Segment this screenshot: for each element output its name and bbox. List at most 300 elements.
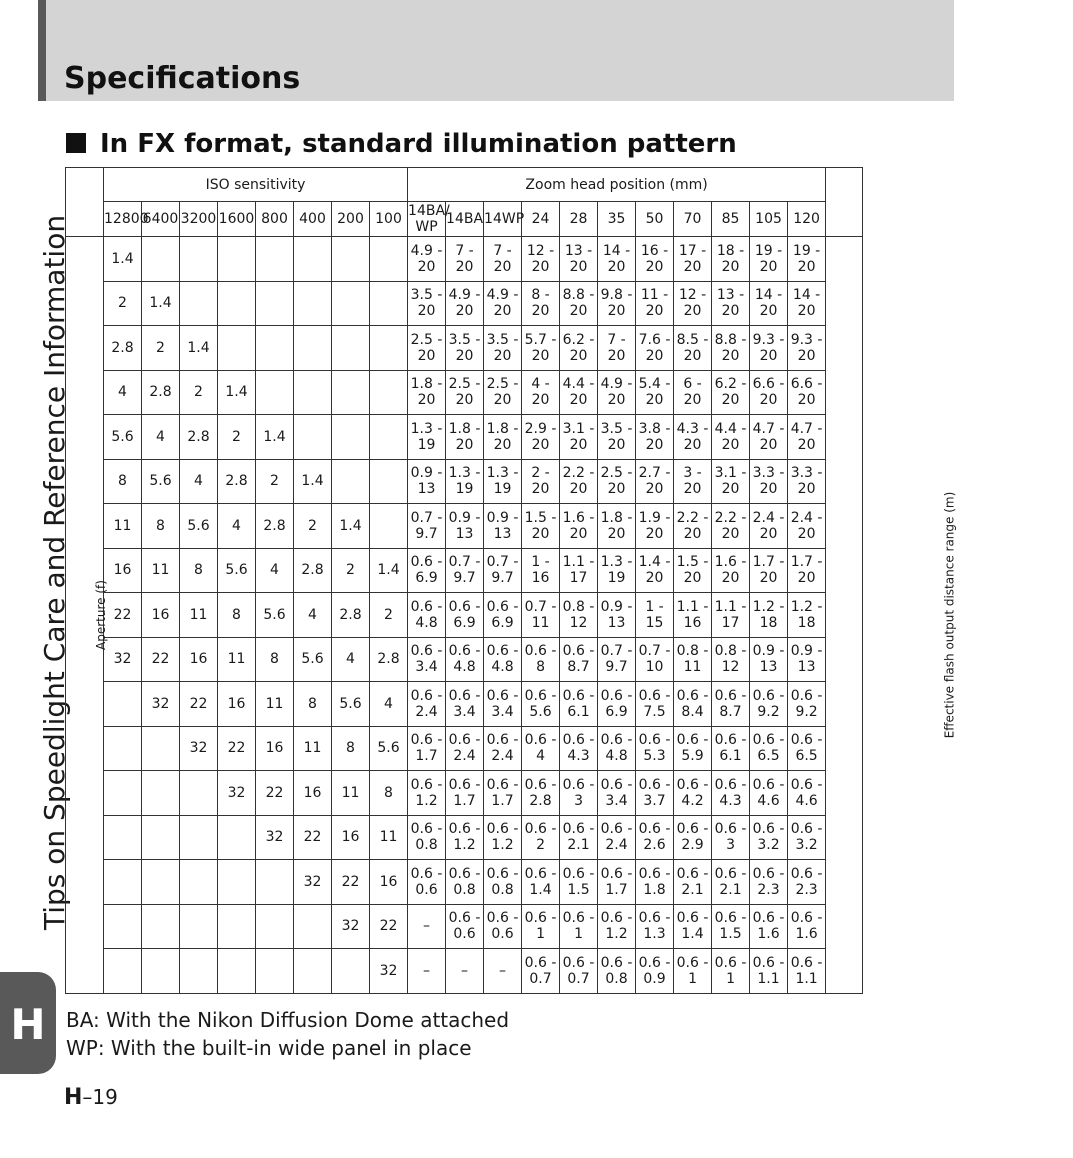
range-value-cell bbox=[674, 637, 712, 682]
range-value-line: 0.6 - bbox=[486, 687, 519, 704]
range-value-line: 1.2 - bbox=[752, 598, 785, 615]
range-value-line: 20 bbox=[797, 303, 816, 320]
range-value-line: 0.6 - bbox=[562, 954, 595, 971]
range-value-line: 1 - bbox=[645, 598, 664, 615]
range-value-line: 1.7 bbox=[491, 792, 514, 809]
range-value-line: 17 bbox=[569, 570, 588, 587]
iso-value-cell bbox=[256, 326, 294, 371]
range-value-line: 9.3 - bbox=[752, 331, 785, 348]
range-value-cell bbox=[484, 726, 522, 771]
iso-value-cell bbox=[218, 949, 256, 994]
iso-value-cell: 1.4 bbox=[294, 459, 332, 504]
range-value-line: 2.5 - bbox=[410, 331, 443, 348]
range-value-line: 5.7 - bbox=[524, 331, 557, 348]
range-value-cell bbox=[446, 682, 484, 727]
iso-value-cell bbox=[218, 281, 256, 326]
iso-value-cell bbox=[180, 860, 218, 905]
range-value-line: – bbox=[423, 918, 431, 935]
range-value-line: 15 bbox=[645, 614, 664, 631]
iso-value-cell bbox=[256, 281, 294, 326]
range-value-cell bbox=[674, 771, 712, 816]
page-title: Specifications bbox=[64, 61, 301, 96]
range-value-line: 20 bbox=[759, 525, 778, 542]
iso-value-cell: 8 bbox=[142, 504, 180, 549]
range-value-line: 20 bbox=[721, 258, 740, 275]
range-value-cell bbox=[788, 637, 826, 682]
range-value-line: 0.8 - bbox=[714, 643, 747, 660]
page-number-value: –19 bbox=[82, 1085, 118, 1109]
range-value-line: 1.7 bbox=[415, 748, 438, 765]
range-value-line: 2.5 - bbox=[486, 376, 519, 393]
range-value-line: 0.6 - bbox=[600, 732, 633, 749]
range-value-line: 0.6 - bbox=[752, 954, 785, 971]
range-value-cell bbox=[636, 815, 674, 860]
range-value-line: 20 bbox=[759, 303, 778, 320]
range-value-cell bbox=[598, 726, 636, 771]
range-value-cell bbox=[408, 504, 446, 549]
iso-value-cell bbox=[142, 771, 180, 816]
range-value-line: 0.6 - bbox=[562, 732, 595, 749]
range-value-line: 20 bbox=[759, 481, 778, 498]
range-value-cell bbox=[598, 860, 636, 905]
table-row bbox=[66, 548, 863, 593]
range-value-line: 9.3 - bbox=[790, 331, 823, 348]
range-value-line: 1.7 bbox=[605, 881, 628, 898]
range-value-line: 6.9 bbox=[453, 614, 476, 631]
iso-value-cell bbox=[142, 860, 180, 905]
iso-value-cell bbox=[104, 682, 142, 727]
iso-value-cell bbox=[370, 326, 408, 371]
iso-header-cell: 800 bbox=[256, 202, 294, 237]
iso-value-cell: 2.8 bbox=[142, 370, 180, 415]
range-value-line: 20 bbox=[607, 258, 626, 275]
range-value-line: 0.6 - bbox=[524, 821, 557, 838]
iso-value-cell: 5.6 bbox=[180, 504, 218, 549]
iso-value-cell bbox=[218, 237, 256, 282]
zoom-header-cell bbox=[446, 202, 484, 237]
range-value-line: 0.6 bbox=[415, 881, 438, 898]
range-value-cell bbox=[484, 860, 522, 905]
range-value-line: 0.9 bbox=[643, 970, 666, 987]
zoom-header-line: WP bbox=[415, 219, 438, 235]
range-value-cell bbox=[522, 726, 560, 771]
range-value-line: 3.5 - bbox=[410, 287, 443, 304]
iso-value-cell bbox=[370, 459, 408, 504]
range-value-line: 0.6 - bbox=[524, 687, 557, 704]
iso-value-cell bbox=[180, 771, 218, 816]
range-value-line: 2.4 bbox=[605, 837, 628, 854]
range-value-line: 20 bbox=[645, 392, 664, 409]
range-value-line: 3.2 bbox=[757, 837, 780, 854]
range-value-line: 1.3 - bbox=[410, 420, 443, 437]
iso-value-cell bbox=[332, 949, 370, 994]
range-value-cell bbox=[522, 548, 560, 593]
range-value-line: 2.1 bbox=[567, 837, 590, 854]
range-value-line: 0.6 - bbox=[600, 910, 633, 927]
table-row bbox=[66, 370, 863, 415]
range-value-line: 0.6 - bbox=[752, 687, 785, 704]
range-value-line: 7 - bbox=[493, 242, 512, 259]
range-value-line: 20 bbox=[759, 258, 778, 275]
range-value-line: 0.6 - bbox=[448, 865, 481, 882]
range-value-cell bbox=[484, 326, 522, 371]
flash-range-table bbox=[65, 167, 957, 994]
range-value-cell bbox=[712, 593, 750, 638]
iso-value-cell bbox=[256, 860, 294, 905]
range-value-cell bbox=[408, 771, 446, 816]
range-value-line: 4.3 bbox=[567, 748, 590, 765]
iso-value-cell bbox=[218, 904, 256, 949]
iso-value-cell: 32 bbox=[332, 904, 370, 949]
range-value-cell bbox=[522, 593, 560, 638]
iso-value-cell bbox=[332, 326, 370, 371]
range-value-line: 2.3 bbox=[795, 881, 818, 898]
range-value-line: 0.6 - bbox=[600, 776, 633, 793]
iso-value-cell: 4 bbox=[370, 682, 408, 727]
range-value-line: 2.6 bbox=[643, 837, 666, 854]
range-value-cell bbox=[408, 815, 446, 860]
side-chapter-title: Tips on Speedlight Care and Reference Information bbox=[38, 214, 71, 930]
range-value-line: 0.6 - bbox=[562, 687, 595, 704]
range-value-line: 2.4 bbox=[491, 748, 514, 765]
range-value-cell bbox=[750, 370, 788, 415]
range-value-line: 2.4 bbox=[453, 748, 476, 765]
range-value-line: 0.7 - bbox=[448, 554, 481, 571]
range-value-line: 4.4 - bbox=[562, 376, 595, 393]
range-value-line: 3 bbox=[574, 792, 583, 809]
range-value-line: 19 bbox=[607, 570, 626, 587]
iso-value-cell bbox=[294, 904, 332, 949]
range-value-line: 2.3 bbox=[757, 881, 780, 898]
range-value-cell bbox=[712, 415, 750, 460]
range-value-line: 1 - bbox=[531, 554, 550, 571]
iso-value-cell: 4 bbox=[256, 548, 294, 593]
range-value-line: 14 - bbox=[754, 287, 783, 304]
iso-value-cell bbox=[294, 281, 332, 326]
range-value-line: 6.6 - bbox=[790, 376, 823, 393]
range-value-line: 6.6 - bbox=[752, 376, 785, 393]
range-value-cell bbox=[598, 504, 636, 549]
table-row bbox=[66, 949, 863, 994]
range-value-line: 4.8 bbox=[491, 659, 514, 676]
range-value-line: 0.6 - bbox=[562, 865, 595, 882]
range-value-cell bbox=[712, 459, 750, 504]
range-value-line: 6.5 bbox=[795, 748, 818, 765]
iso-value-cell: 2 bbox=[294, 504, 332, 549]
table-row bbox=[66, 504, 863, 549]
range-value-line: – bbox=[499, 962, 507, 979]
range-value-line: 9.2 bbox=[795, 703, 818, 720]
iso-value-cell: 4 bbox=[294, 593, 332, 638]
iso-value-cell: 1.4 bbox=[218, 370, 256, 415]
range-value-line: 4.4 - bbox=[714, 420, 747, 437]
zoom-header-cell bbox=[636, 202, 674, 237]
range-value-cell bbox=[408, 415, 446, 460]
iso-value-cell: 32 bbox=[218, 771, 256, 816]
iso-value-cell: 8 bbox=[332, 726, 370, 771]
range-value-line: 9.7 bbox=[453, 570, 476, 587]
range-value-line: 20 bbox=[455, 347, 474, 364]
range-value-line: 1.3 - bbox=[486, 465, 519, 482]
range-value-cell bbox=[560, 326, 598, 371]
iso-value-cell: 5.6 bbox=[218, 548, 256, 593]
range-value-cell bbox=[636, 904, 674, 949]
range-value-line: 20 bbox=[569, 258, 588, 275]
range-value-cell bbox=[408, 281, 446, 326]
range-value-cell bbox=[446, 370, 484, 415]
range-value-line: 1 bbox=[726, 970, 735, 987]
iso-value-cell bbox=[180, 904, 218, 949]
range-value-line: 20 bbox=[417, 258, 436, 275]
range-value-line: 19 bbox=[455, 481, 474, 498]
iso-value-cell bbox=[370, 370, 408, 415]
range-value-line: 0.6 - bbox=[638, 732, 671, 749]
range-value-cell bbox=[750, 326, 788, 371]
zoom-header-cell bbox=[788, 202, 826, 237]
range-value-line: 20 bbox=[683, 258, 702, 275]
range-value-line: 0.7 - bbox=[486, 554, 519, 571]
iso-value-cell: 8 bbox=[370, 771, 408, 816]
iso-value-cell: 22 bbox=[370, 904, 408, 949]
range-value-line: 19 bbox=[417, 436, 436, 453]
range-value-cell bbox=[446, 504, 484, 549]
iso-value-cell: 5.6 bbox=[332, 682, 370, 727]
range-value-line: 4.3 bbox=[719, 792, 742, 809]
zoom-header-cell bbox=[712, 202, 750, 237]
range-value-line: 0.6 - bbox=[714, 910, 747, 927]
iso-value-cell bbox=[218, 815, 256, 860]
range-value-line: 5.3 bbox=[643, 748, 666, 765]
range-value-line: 20 bbox=[569, 392, 588, 409]
range-value-line: 8.8 - bbox=[562, 287, 595, 304]
range-value-cell bbox=[712, 548, 750, 593]
range-value-line: 0.9 - bbox=[790, 643, 823, 660]
iso-value-cell: 22 bbox=[256, 771, 294, 816]
range-value-cell bbox=[408, 726, 446, 771]
range-value-line: 0.6 - bbox=[562, 821, 595, 838]
range-value-line: 20 bbox=[645, 570, 664, 587]
range-value-line: 20 bbox=[797, 392, 816, 409]
range-value-line: 3 bbox=[726, 837, 735, 854]
range-label-cell bbox=[826, 237, 957, 994]
range-value-cell bbox=[446, 771, 484, 816]
range-value-line: 0.6 bbox=[491, 926, 514, 943]
range-value-line: 17 bbox=[721, 614, 740, 631]
range-value-line: 3.5 - bbox=[600, 420, 633, 437]
range-value-line: 4.7 - bbox=[752, 420, 785, 437]
range-value-line: 20 bbox=[759, 392, 778, 409]
iso-value-cell: 1.4 bbox=[370, 548, 408, 593]
range-value-cell bbox=[674, 237, 712, 282]
range-value-line: 0.6 bbox=[453, 926, 476, 943]
range-value-line: 20 bbox=[569, 436, 588, 453]
zoom-header-cell bbox=[598, 202, 636, 237]
range-value-line: 8.7 bbox=[719, 703, 742, 720]
iso-value-cell bbox=[180, 237, 218, 282]
iso-value-cell: 16 bbox=[256, 726, 294, 771]
range-value-line: 4.7 - bbox=[790, 420, 823, 437]
range-value-line: 1.4 - bbox=[638, 554, 671, 571]
range-value-line: 1.1 - bbox=[562, 554, 595, 571]
range-value-line: 0.6 - bbox=[714, 732, 747, 749]
iso-value-cell bbox=[256, 949, 294, 994]
range-value-line: 13 - bbox=[564, 242, 593, 259]
range-value-cell bbox=[636, 726, 674, 771]
zoom-header-cell bbox=[408, 202, 450, 237]
range-value-cell bbox=[712, 771, 750, 816]
range-value-cell bbox=[560, 415, 598, 460]
range-value-line: 20 bbox=[645, 303, 664, 320]
range-value-line: 20 bbox=[455, 436, 474, 453]
range-value-line: 20 bbox=[797, 525, 816, 542]
range-value-line: 20 bbox=[721, 303, 740, 320]
range-value-line: 9.7 bbox=[605, 659, 628, 676]
range-value-line: 0.6 - bbox=[448, 910, 481, 927]
range-value-line: 2 bbox=[536, 837, 545, 854]
range-value-line: 16 - bbox=[640, 242, 669, 259]
range-value-line: 1.8 - bbox=[486, 420, 519, 437]
range-value-line: 2.2 - bbox=[714, 509, 747, 526]
range-value-cell bbox=[712, 237, 750, 282]
iso-value-cell: 1.4 bbox=[180, 326, 218, 371]
range-value-line: 0.6 - bbox=[752, 776, 785, 793]
range-value-line: 0.6 - bbox=[714, 776, 747, 793]
range-value-cell bbox=[598, 281, 636, 326]
range-value-cell bbox=[712, 904, 750, 949]
range-value-line: 0.6 - bbox=[600, 687, 633, 704]
range-value-cell bbox=[636, 237, 674, 282]
range-value-cell bbox=[522, 637, 560, 682]
iso-value-cell: 5.6 bbox=[294, 637, 332, 682]
range-value-line: 20 bbox=[493, 436, 512, 453]
iso-value-cell: 5.6 bbox=[256, 593, 294, 638]
range-value-cell bbox=[446, 860, 484, 905]
range-value-cell bbox=[560, 949, 598, 994]
range-value-cell bbox=[408, 593, 446, 638]
range-value-cell bbox=[636, 637, 674, 682]
zoom-header-line: 35 bbox=[607, 211, 626, 227]
range-value-line: 17 - bbox=[678, 242, 707, 259]
range-value-line: 0.6 - bbox=[714, 687, 747, 704]
range-value-cell bbox=[408, 682, 446, 727]
range-value-cell bbox=[522, 815, 560, 860]
range-value-line: 8.7 bbox=[567, 659, 590, 676]
range-value-line: 19 bbox=[493, 481, 512, 498]
range-value-line: 20 bbox=[569, 481, 588, 498]
range-value-line: 20 bbox=[797, 258, 816, 275]
table-row bbox=[66, 593, 863, 638]
range-value-line: 0.6 - bbox=[448, 598, 481, 615]
range-value-cell bbox=[484, 459, 522, 504]
range-value-cell bbox=[484, 949, 522, 994]
range-value-line: 1.2 bbox=[605, 926, 628, 943]
iso-value-cell bbox=[332, 237, 370, 282]
range-value-cell bbox=[598, 415, 636, 460]
range-value-cell bbox=[674, 860, 712, 905]
table-row bbox=[66, 815, 863, 860]
range-value-line: 20 bbox=[531, 525, 550, 542]
range-value-line: 13 - bbox=[716, 287, 745, 304]
table-row bbox=[66, 682, 863, 727]
range-value-line: 1 bbox=[574, 926, 583, 943]
range-value-cell bbox=[636, 949, 674, 994]
range-value-line: 18 bbox=[759, 614, 778, 631]
range-value-line: 5.4 - bbox=[638, 376, 671, 393]
iso-value-cell: 8 bbox=[104, 459, 142, 504]
range-value-line: 1.6 - bbox=[714, 554, 747, 571]
range-value-line: 20 bbox=[531, 481, 550, 498]
range-value-cell bbox=[674, 281, 712, 326]
range-value-line: 3.4 bbox=[415, 659, 438, 676]
range-value-cell bbox=[446, 904, 484, 949]
range-value-line: 0.9 - bbox=[448, 509, 481, 526]
range-value-line: 2.9 - bbox=[524, 420, 557, 437]
range-value-cell bbox=[788, 682, 826, 727]
range-value-line: 1.6 - bbox=[562, 509, 595, 526]
zoom-header-line: 105 bbox=[755, 211, 782, 227]
iso-header-cell: 400 bbox=[294, 202, 332, 237]
range-value-cell bbox=[788, 726, 826, 771]
range-value-cell bbox=[788, 415, 826, 460]
range-value-line: 18 bbox=[797, 614, 816, 631]
range-value-line: 2.4 - bbox=[752, 509, 785, 526]
range-value-line: 0.6 - bbox=[752, 865, 785, 882]
range-value-line: 0.6 - bbox=[562, 776, 595, 793]
range-value-line: 0.6 - bbox=[410, 554, 443, 571]
iso-value-cell: 4 bbox=[142, 415, 180, 460]
iso-value-cell: 32 bbox=[104, 637, 142, 682]
range-value-line: 16 bbox=[683, 614, 702, 631]
range-value-line: 1.8 bbox=[643, 881, 666, 898]
table-row bbox=[66, 326, 863, 371]
range-value-cell bbox=[446, 637, 484, 682]
range-value-line: 0.8 bbox=[453, 881, 476, 898]
range-value-line: 2.5 - bbox=[600, 465, 633, 482]
range-value-cell bbox=[636, 326, 674, 371]
range-value-line: 20 bbox=[455, 392, 474, 409]
iso-value-cell: 1.4 bbox=[104, 237, 142, 282]
range-value-cell bbox=[446, 459, 484, 504]
range-value-line: 12 bbox=[721, 659, 740, 676]
range-value-line: 20 bbox=[417, 392, 436, 409]
range-value-cell bbox=[408, 548, 446, 593]
range-label: Effective flash output distance range (m) bbox=[942, 491, 957, 739]
iso-value-cell: 4 bbox=[332, 637, 370, 682]
iso-value-cell: 16 bbox=[370, 860, 408, 905]
range-value-line: 4.6 bbox=[757, 792, 780, 809]
iso-value-cell bbox=[142, 237, 180, 282]
range-value-line: 2.9 bbox=[681, 837, 704, 854]
range-value-line: 0.6 - bbox=[638, 687, 671, 704]
range-value-cell bbox=[750, 237, 788, 282]
zoom-header-line: 28 bbox=[569, 211, 588, 227]
range-value-line: 1.1 - bbox=[714, 598, 747, 615]
range-value-line: 13 bbox=[493, 525, 512, 542]
range-value-line: 20 bbox=[683, 525, 702, 542]
range-value-line: 6 - bbox=[683, 376, 702, 393]
range-value-cell bbox=[750, 281, 788, 326]
range-value-cell bbox=[636, 860, 674, 905]
range-value-line: 6.9 bbox=[605, 703, 628, 720]
zoom-header-cell bbox=[674, 202, 712, 237]
range-value-cell bbox=[522, 415, 560, 460]
iso-value-cell: 22 bbox=[218, 726, 256, 771]
range-value-line: 1.5 bbox=[719, 926, 742, 943]
iso-value-cell: 2.8 bbox=[218, 459, 256, 504]
header-row-groups bbox=[66, 168, 863, 202]
range-value-cell bbox=[674, 593, 712, 638]
range-value-cell bbox=[446, 326, 484, 371]
